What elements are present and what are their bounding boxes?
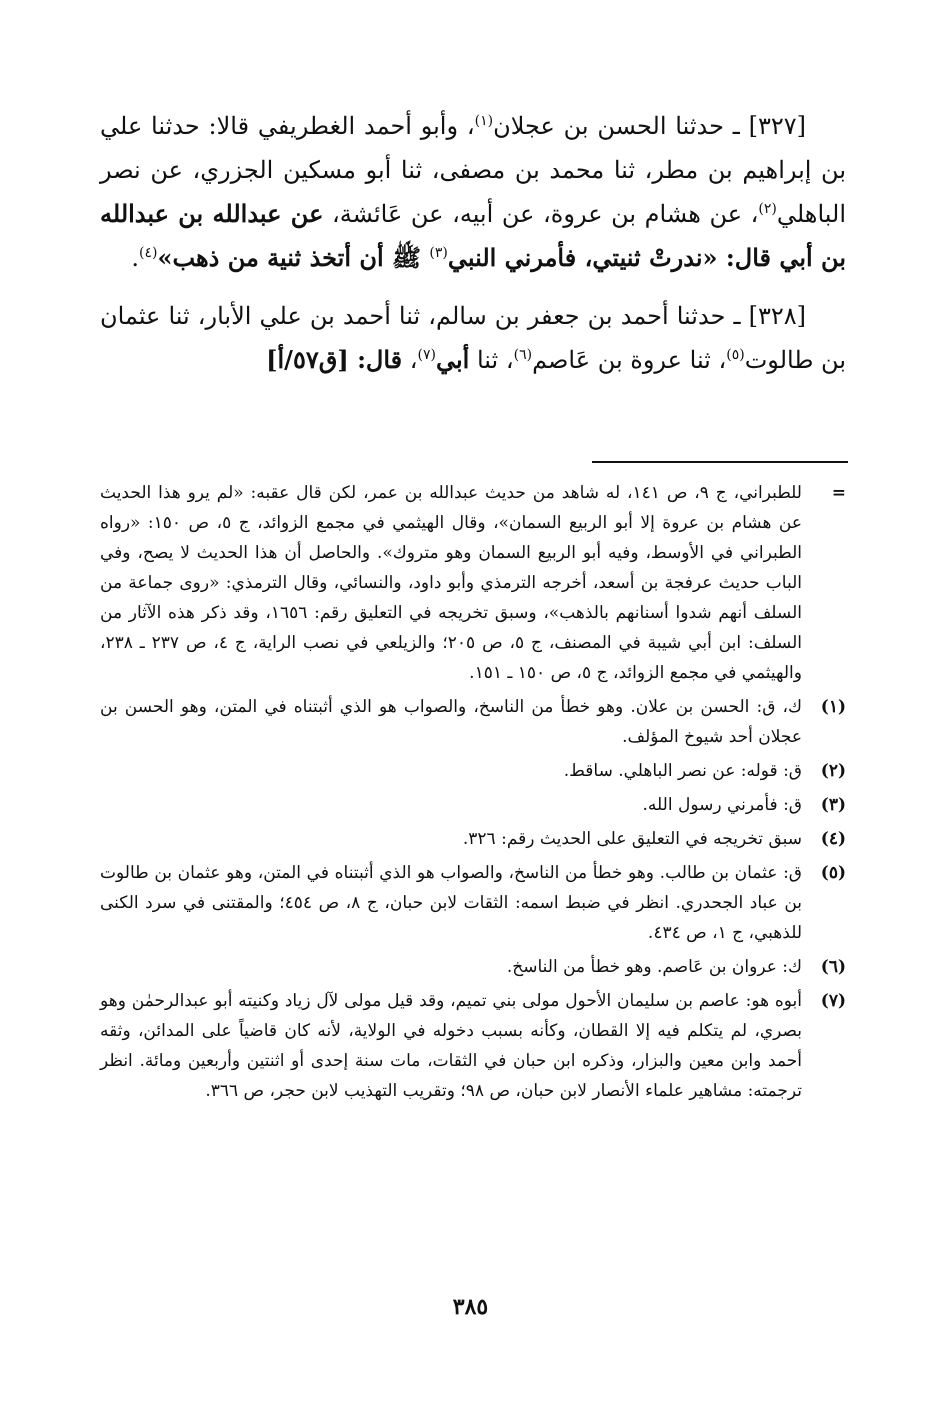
footnote-ref-6: (٦) — [513, 347, 533, 363]
footnote-5 — [100, 858, 846, 948]
footnote-text: ق: قوله: عن نصر الباهلي. ساقط. — [563, 761, 802, 781]
hadith-327-part-2: ، وأبو أحمد الغطريفي قالا: حدثنا علي بن إبراهيم بن مطر، ثنا محمد بن مصفى، ثنا أبو مسكين الجزري، عن نصر الباهلي — [100, 112, 846, 228]
footnote-6 — [100, 952, 846, 982]
hadith-328-qal: قال: [ق٥٧/أ] — [266, 345, 403, 374]
hadith-328-part-2: ، ثنا عروة بن عَاصم — [532, 346, 727, 374]
footnote-marker: (٢) — [820, 761, 846, 781]
footnote-continued — [100, 478, 846, 688]
footnotes — [100, 478, 846, 1110]
hadith-327-part-3: ، عن هشام بن عروة، عن أبيه، عن عَائشة، — [323, 200, 759, 228]
hadith-328-part-4: ، — [402, 346, 418, 374]
footnote-text: ك، ق: الحسن بن علان. وهو خطأ من الناسخ، والصواب هو الذي أثبتناه في المتن، وهو الحسن بن عجلان أحد شيوخ المؤلف. — [100, 697, 802, 747]
footnote-marker: (٧) — [820, 991, 846, 1011]
footnote-1 — [100, 692, 846, 752]
footnote-text: ك: عروان بن عَاصم. وهو خطأ من الناسخ. — [506, 957, 802, 977]
hadith-327-matn-1: عن عبدالله بن عبدالله بن أبي قال: «ندرتْ ثنيتي، فأمرني النبي — [100, 199, 846, 272]
hadith-328-part-3: ، ثنا — [469, 346, 514, 374]
hadith-327-part-4: . — [131, 244, 139, 272]
footnote-text: سبق تخريجه في التعليق على الحديث رقم: ٣٢٦. — [462, 829, 802, 849]
hadith-327 — [100, 104, 846, 280]
footnote-ref-5: (٥) — [726, 347, 745, 363]
hadith-328-abi: أبي — [436, 345, 470, 374]
footnote-ref-1: (١) — [474, 113, 494, 129]
footnote-marker: (٦) — [820, 957, 846, 977]
footnote-marker: (٤) — [820, 829, 846, 849]
footnote-marker: (١) — [820, 697, 846, 717]
hadith-327-matn-2: ﷺ أن أتخذ ثنية من ذهب» — [157, 243, 430, 272]
page-number: ٣٨٥ — [452, 1294, 489, 1320]
footnote-4 — [100, 824, 846, 854]
hadith-328-part-1: [٣٢٨] ـ حدثنا أحمد بن جعفر بن سالم، ثنا أحمد بن علي الأبار، ثنا عثمان بن طالوت — [100, 302, 846, 374]
footnote-3 — [100, 790, 846, 820]
footnote-2 — [100, 756, 846, 786]
footnote-text: للطبراني، ج ٩، ص ١٤١، له شاهد من حديث عبدالله بن عمر، لكن قال عقبه: «لم يرو هذا الحديث عن هشام بن عروة إلا أبو الربيع السمان»، وقال الهيثمي في مجمع الزوائد، ج ٥، ص ١٥٠: «رواه الطبراني في الأوسط، وفيه أبو الربيع السمان وهو متروك». والحاصل أن هذا الحديث لا يصح، وفي الباب حديث عرفجة بن أسعد، أخرجه الترمذي وأبو داود، والنسائي، وقال الترمذي: «روى جماعة من السلف أنهم شدوا أسنانهم بالذهب»، وسبق تخريجه في التعليق رقم: ١٦٥٦، وقد ذكر هذه الآثار من السلف: ابن أبي شيبة في المصنف، ج ٥، ص ٢٠٥؛ والزيلعي في نصب الراية، ج ٤، ص ٢٣٧ ـ ٢٣٨، والهيثمي في مجمع الزوائد، ج ٥، ص ١٥٠ ـ ١٥١. — [100, 483, 802, 683]
footnote-separator — [592, 461, 848, 463]
footnote-ref-7: (٧) — [417, 347, 436, 363]
footnote-text: ق: فأمرني رسول الله. — [642, 795, 802, 815]
footnote-text: ق: عثمان بن طالب. وهو خطأ من الناسخ، والصواب هو الذي أثبتناه في المتن، وهو عثمان بن طالوت بن عباد الجحدري. انظر في ضبط اسمه: الثقات لابن حبان، ج ٨، ص ٤٥٤؛ والمقتنى في سرد الكنى للذهبي، ج ١، ص ٤٣٤. — [100, 863, 802, 943]
footnote-text: أبوه هو: عاصم بن سليمان الأحول مولى بني تميم، وقد قيل مولى لآل زياد وكنيته أبو عبدالرحمٰن وهو بصري، لم يتكلم فيه إلا القطان، وكأنه بسبب دخوله في الولاية، لأنه كان قاضياً على المدائن، وثقه أحمد وابن معين والبزار، وذكره ابن حبان في الثقات، مات سنة إحدى أو اثنتين وأربعين ومائة. انظر ترجمته: مشاهير علماء الأنصار لابن حبان، ص ٩٨؛ وتقريب التهذيب لابن حجر، ص ٣٦٦. — [100, 991, 802, 1101]
footnote-marker: = — [831, 483, 846, 503]
footnote-marker: (٣) — [820, 795, 846, 815]
footnote-7 — [100, 986, 846, 1106]
footnote-ref-4: (٤) — [138, 245, 158, 261]
footnote-ref-3: (٣) — [429, 245, 448, 261]
footnote-ref-2: (٢) — [758, 201, 777, 217]
hadith-328 — [100, 294, 846, 382]
hadith-327-part-1: [٣٢٧] ـ حدثنا الحسن بن عجلان — [493, 112, 806, 140]
footnote-marker: (٥) — [820, 863, 846, 883]
main-text — [100, 104, 846, 382]
